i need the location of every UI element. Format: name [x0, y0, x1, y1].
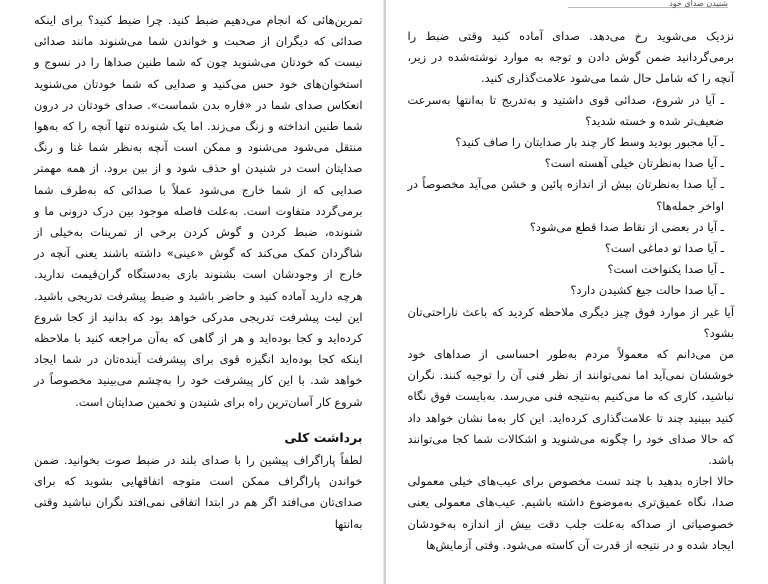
left-paragraph-1: تمرین‌هائی که انجام می‌دهیم ضبط کنید. چرا ضبط کنید؟ برای اینکه صدائی که دیگران از صحبت و خواندن شما می‌شنوند مانند صدائی نیست که خودتان می‌شنوید چون که شما طنین صداها را در نسوج و استخوان‌های خود حس می‌کنید و صدایی که شما خودتان می‌شنوید انعکاس صدای شما در «فاره بدن شماست». صدای خودتان در درون شما طنین انداخته و زنگ می‌زند. اما یک شنونده تنها آنچه را که به‌هوا منتقل می‌شود می‌شنود و ممکن است آنچه به‌نظر شما غنا و رنگ صدایتان است در شنیدن او حذف شود و از بین برود. از همه مهمتر صدایی که از شما خارج می‌شود عملاً با صدائی که به‌طرف شما برمی‌گردد متفاوت است. به‌علت فاصله موجود بین درک درونی ما و شنونده، ضبط کردن و گوش کردن برخی از تمرینات به‌خیلی از شاگردان کمک می‌کند که گوش «عینی» داشته باشند یعنی آنچه در خارج از وجودشان است بشنوند بازی به‌دستگاه گران‌قیمت ندارید. هرچه دارید آماده کنید و حاضر باشید و ضبط پیشرفت تدریجی باشید. این لیت پیشرفت تدریجی مدرکی خواهد بود که بدانید از کجا شروع کرده‌اید و کجا بوده‌اید و هر از گاهی که به‌آن مراجعه کنید با ملاحظه اینکه کجا بوده‌اید انگیزه قوی برای پیشرفت آینده‌تان در شما ایجاد خواهد شد. با این کار پیشرفت خود را به‌چشم می‌بینید مخصوصاً در شروع کار آسان‌ترین راه برای شنیدن و تخمین صدایتان است.: [34, 13, 363, 409]
question-item: ـ آیا صدا به‌نظرتان خیلی آهسته است؟: [544, 156, 724, 171]
question-item: ـ آیا در بعضی از نقاط صدا قطع می‌شود؟: [529, 219, 724, 234]
left-paragraph-2: لطفاً پاراگراف پیشین را با صدای بلند در ضبط صوت بخوانید. ضمن خواندن پاراگراف ممکن است متوجه اتفاقهایی بشوید که برای صدای‌تان می‌افتد اگر هم در ابتدا اتفاقی نمی‌افتد نگران نباشید وقتی به‌انتها: [34, 453, 363, 531]
section-heading: برداشت کلی: [284, 429, 363, 445]
right-paragraph-2: من می‌دانم که معمولاً مردم به‌طور احساسی از صداهای خود خوششان نمی‌آید اما نمی‌توانند از نظر فنی آن را توجیه کنند. نگران نباشید، کاری که ما می‌کنیم به‌نتیجه فنی می‌رسد. به‌بایست فوق نگاه کنید ببینید چند تا علامت‌گذاری کرده‌اید. این کار به‌ما نشان خواهد داد که حالا صدای خود را چگونه می‌شنوید و اشکالات شما کجا می‌توانند باشد.: [407, 347, 734, 468]
left-page-text: [34, 10, 363, 535]
question-item: ـ آیا صدا یکنواخت است؟: [607, 262, 724, 277]
after-questions-paragraph: آیا غیر از موارد فوق چیز دیگری ملاحظه کردید که باعث ناراحتی‌تان بشود؟: [407, 304, 734, 340]
question-item: ـ آیا صدا تو دماغی است؟: [604, 241, 724, 256]
right-intro-paragraph: نزدیک می‌شوید رخ می‌دهد. صدای آماده کنید وقتی ضبط را برمی‌گردانید ضمن گوش دادن و توجه به موارد نوشته‌شده در زیر، آنچه را که شامل حال شما می‌شود علامت‌گذاری کنید.: [407, 29, 734, 86]
running-header: شنیدن صدای خود: [568, 0, 728, 8]
question-item: ـ آیا در شروع، صدائی قوی داشتید و به‌تدریج تا به‌انتها به‌سرعت ضعیف‌تر شده و خسته شدید؟: [407, 92, 724, 128]
right-page: [386, 0, 768, 584]
question-item: ـ آیا صدا حالت جیغ کشیدن دارد؟: [570, 283, 724, 298]
question-item: ـ آیا صدا به‌نظرتان بیش از اندازه پائین و خشن می‌آید مخصوصاً در اواخر جمله‌ها؟: [407, 177, 724, 213]
question-item: ـ آیا مجبور بودید وسط کار چند بار صدایتان را صاف کنید؟: [455, 135, 724, 150]
right-paragraph-3: حالا اجازه بدهید با چند تست مخصوص برای عیب‌های خیلی معمولی صدا، نگاه عمیق‌تری به‌موضوع داشته باشیم. عیب‌های معمولی یعنی خصوصیاتی از صداکه به‌علت جلب دقت بیش از اندازه به‌خودشان ایجاد شده و در نتیجه از قدرت آن کاسته می‌شود. وقتی آزمایش‌ها: [407, 474, 734, 552]
left-page: [0, 0, 383, 584]
right-page-text: [408, 26, 735, 556]
